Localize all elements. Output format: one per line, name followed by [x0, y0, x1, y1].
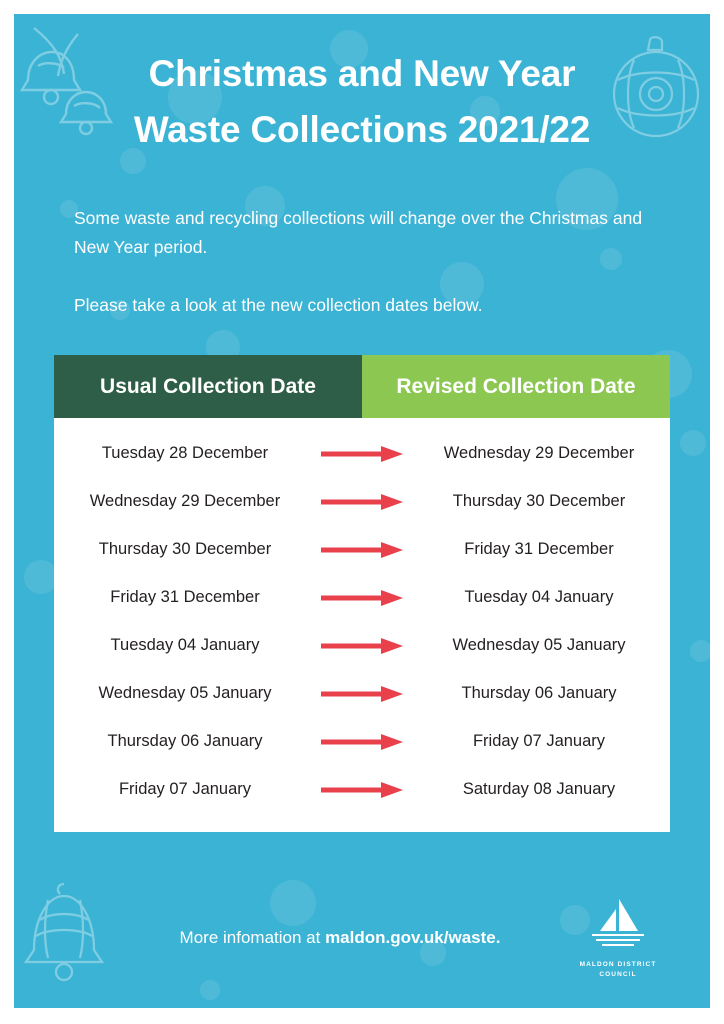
table-row	[54, 670, 670, 718]
page-title	[54, 0, 670, 158]
revised-date-cell: Thursday 06 January	[461, 684, 617, 702]
revised-date-cell: Tuesday 04 January	[464, 588, 614, 606]
usual-date-cell: Friday 31 December	[110, 588, 260, 606]
table-row	[54, 574, 670, 622]
sailing-boat-icon	[586, 897, 650, 951]
usual-date-cell: Friday 07 January	[118, 780, 252, 798]
footer	[0, 897, 724, 980]
table-row	[54, 478, 670, 526]
table-row	[54, 430, 670, 478]
revised-date-cell: Saturday 08 January	[462, 780, 616, 798]
title-line-1: Christmas and New Year	[148, 53, 576, 94]
usual-date-cell: Wednesday 29 December	[89, 492, 281, 510]
table-row	[54, 766, 670, 814]
title-line-2: Waste Collections 2021/22	[133, 109, 591, 151]
table-body	[54, 418, 670, 832]
council-logo	[566, 897, 670, 980]
page-margin-left	[0, 0, 14, 1024]
logo-line-2: COUNCIL	[599, 970, 637, 978]
page-margin-right	[710, 0, 724, 1024]
revised-date-cell: Wednesday 29 December	[443, 444, 635, 462]
logo-line-1: MALDON DISTRICT	[579, 960, 657, 968]
intro-paragraph-1: Some waste and recycling collections will change over the Christmas and New Year period.	[74, 208, 643, 257]
page-margin-top	[0, 0, 724, 14]
revised-date-cell: Wednesday 05 January	[452, 636, 626, 654]
revised-date-cell: Thursday 30 December	[452, 492, 626, 510]
column-header-usual: Usual Collection Date	[54, 355, 362, 418]
table-row	[54, 622, 670, 670]
intro-paragraph-2: Please take a look at the new collection dates below.	[74, 295, 483, 316]
revised-date-cell: Friday 31 December	[464, 540, 614, 558]
usual-date-cell: Tuesday 04 January	[110, 636, 260, 654]
council-logo-caption	[566, 960, 670, 980]
table-row	[54, 526, 670, 574]
collection-dates-table	[54, 355, 670, 832]
usual-date-cell: Tuesday 28 December	[101, 444, 269, 462]
revised-date-cell: Friday 07 January	[472, 732, 606, 750]
usual-date-cell: Thursday 06 January	[107, 732, 263, 750]
table-row	[54, 718, 670, 766]
table-header-row	[54, 355, 670, 418]
usual-date-cell: Thursday 30 December	[98, 540, 272, 558]
footer-prefix: More infomation at	[179, 928, 326, 948]
usual-date-cell: Wednesday 05 January	[98, 684, 272, 702]
column-header-revised: Revised Collection Date	[362, 355, 670, 418]
footer-info-text	[54, 928, 566, 948]
page-margin-bottom	[0, 1008, 724, 1024]
footer-link[interactable]: maldon.gov.uk/waste.	[325, 928, 501, 948]
intro-text	[54, 204, 670, 319]
